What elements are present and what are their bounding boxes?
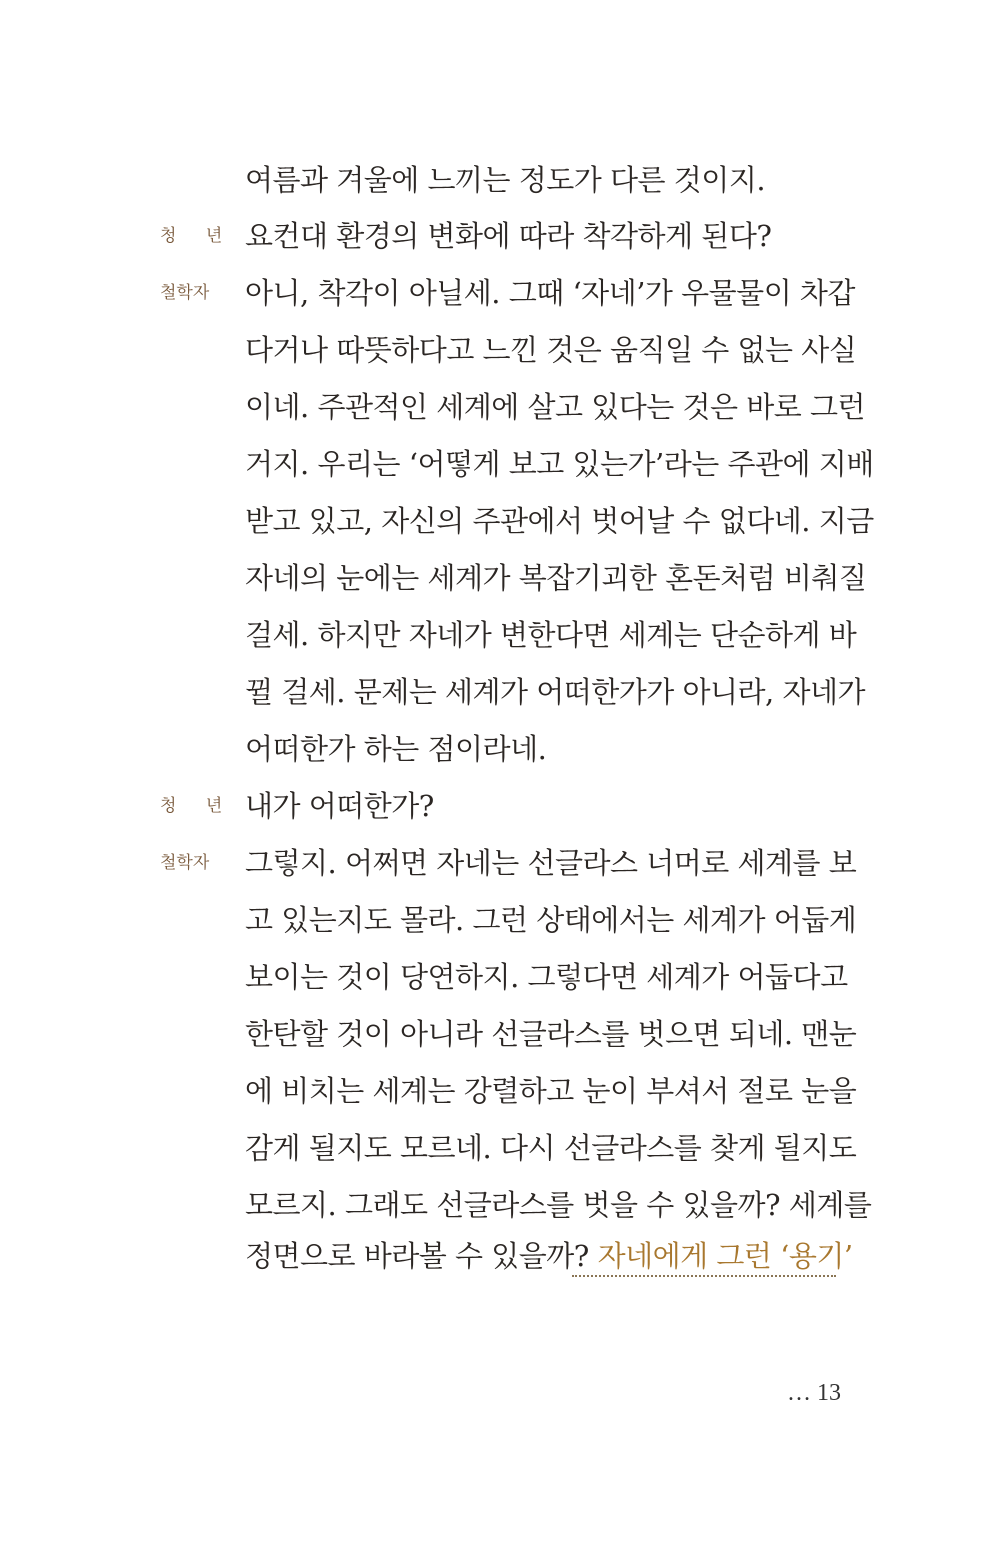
body-line: 다거나 따뜻하다고 느낀 것은 움직일 수 없는 사실 [245,333,857,367]
body-line: 감게 될지도 모르네. 다시 선글라스를 찾게 될지도 [245,1131,857,1165]
body-line: 한탄할 것이 아니라 선글라스를 벗으면 되네. 맨눈 [245,1017,857,1051]
body-line: 자네의 눈에는 세계가 복잡기괴한 혼돈처럼 비춰질 [245,561,867,595]
body-line: 아니, 착각이 아닐세. 그때 ‘자네’가 우물물이 차갑 [245,276,855,310]
speaker-label-youth: 청 년 [160,226,235,246]
body-line: 이네. 주관적인 세계에 살고 있다는 것은 바로 그런 [245,390,866,424]
speaker-label-philosopher: 철학자 [160,283,210,303]
page-number: … 13 [787,1380,841,1406]
body-line-with-highlight [245,1236,853,1276]
body-text: 정면으로 바라볼 수 있을까? [245,1239,598,1273]
speaker-label-youth: 청 년 [160,796,235,816]
body-line: 에 비치는 세계는 강렬하고 눈이 부셔서 절로 눈을 [245,1074,857,1108]
speaker-label-philosopher: 철학자 [160,853,210,873]
dotted-underline [572,1275,836,1277]
body-line: 내가 어떠한가? [245,789,434,823]
body-line: 그렇지. 어쩌면 자네는 선글라스 너머로 세계를 보 [245,846,857,880]
body-line: 걸세. 하지만 자네가 변한다면 세계는 단순하게 바 [245,618,857,652]
body-line: 어떠한가 하는 점이라네. [245,732,547,766]
body-line: 고 있는지도 몰라. 그런 상태에서는 세계가 어둡게 [245,903,857,937]
body-line: 뀔 걸세. 문제는 세계가 어떠한가가 아니라, 자네가 [245,675,866,709]
body-line: 여름과 겨울에 느끼는 정도가 다른 것이지. [245,163,766,197]
body-line: 거지. 우리는 ‘어떻게 보고 있는가’라는 주관에 지배 [245,447,874,481]
highlighted-phrase: 자네에게 그런 ‘용기’ [597,1239,853,1273]
body-line: 받고 있고, 자신의 주관에서 벗어날 수 없다네. 지금 [245,504,874,538]
body-line: 요컨대 환경의 변화에 따라 착각하게 된다? [245,219,772,253]
body-line: 보이는 것이 당연하지. 그렇다면 세계가 어둡다고 [245,960,848,994]
body-line: 모르지. 그래도 선글라스를 벗을 수 있을까? 세계를 [245,1188,872,1222]
